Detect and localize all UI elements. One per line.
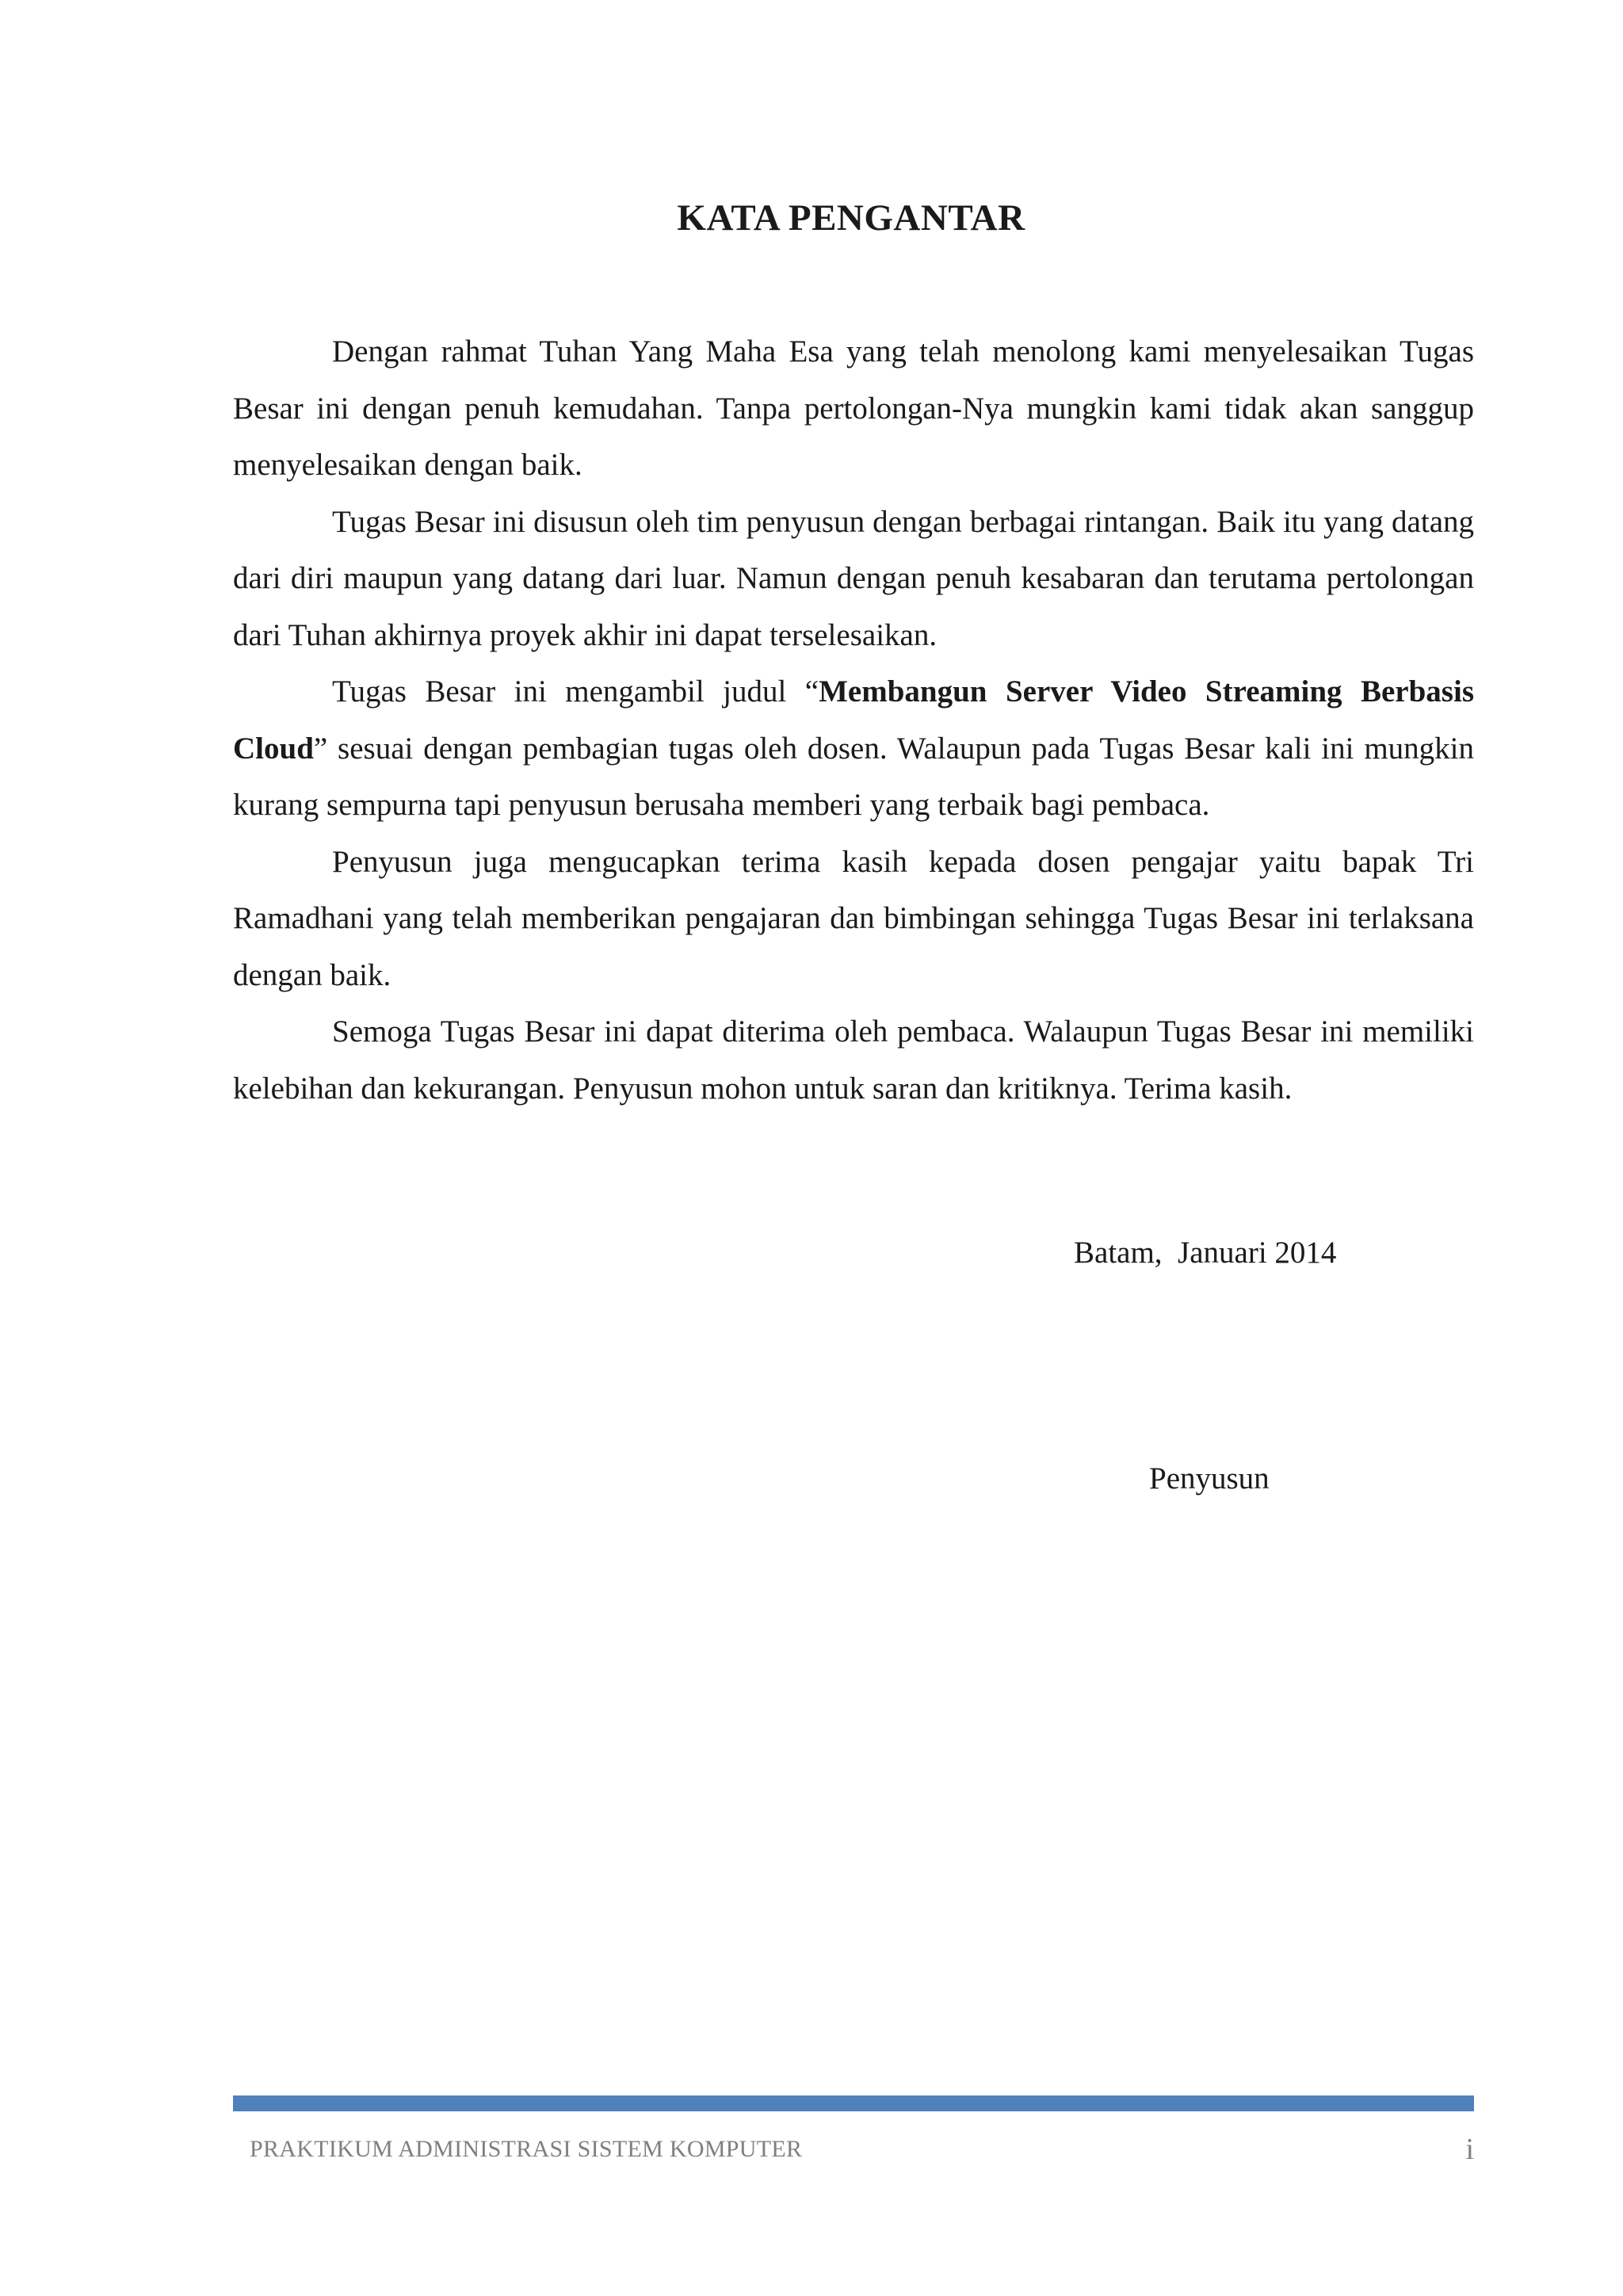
signer: Penyusun: [1149, 1461, 1270, 1496]
place-date: Batam, Januari 2014: [1074, 1236, 1337, 1270]
preface-body: [233, 323, 1474, 1117]
paragraph-1: Dengan rahmat Tuhan Yang Maha Esa yang telah menolong kami menyelesaikan Tugas Besar ini dengan penuh kemudahan. Tanpa pertolongan-Nya mungkin kami tidak akan sanggup menyelesaikan dengan baik.: [233, 334, 1474, 482]
footer-divider-bar: [233, 2095, 1474, 2111]
paragraph-2: Tugas Besar ini disusun oleh tim penyusun dengan berbagai rintangan. Baik itu yang datang dari diri maupun yang datang dari luar. Namun dengan penuh kesabaran dan terutama pertolongan dari Tuhan akhirnya proyek akhir ini dapat terselesaikan.: [233, 504, 1474, 652]
paragraph-3-rest: ” sesuai dengan pembagian tugas oleh dosen. Walaupun pada Tugas Besar kali ini mungkin kurang sempurna tapi penyusun berusaha memberi yang terbaik bagi pembaca.: [233, 731, 1474, 822]
page-title: KATA PENGANTAR: [677, 197, 1025, 239]
paragraph-5: Semoga Tugas Besar ini dapat diterima oleh pembaca. Walaupun Tugas Besar ini memiliki kelebihan dan kekurangan. Penyusun mohon untuk saran dan kritiknya. Terima kasih.: [233, 1014, 1474, 1106]
paragraph-4: Penyusun juga mengucapkan terima kasih kepada dosen pengajar yaitu bapak Tri Ramadhani yang telah memberikan pengajaran dan bimbingan sehingga Tugas Besar ini terlaksana dengan baik.: [233, 844, 1474, 992]
project-title: Membangun Server Video Streaming Berbasis Cloud: [233, 674, 1474, 766]
footer-course-title: PRAKTIKUM ADMINISTRASI SISTEM KOMPUTER: [250, 2136, 803, 2162]
paragraph-3-intro: Tugas Besar ini mengambil judul “: [332, 674, 819, 709]
page-number: i: [1465, 2133, 1474, 2166]
paragraph-3: [233, 663, 1474, 834]
